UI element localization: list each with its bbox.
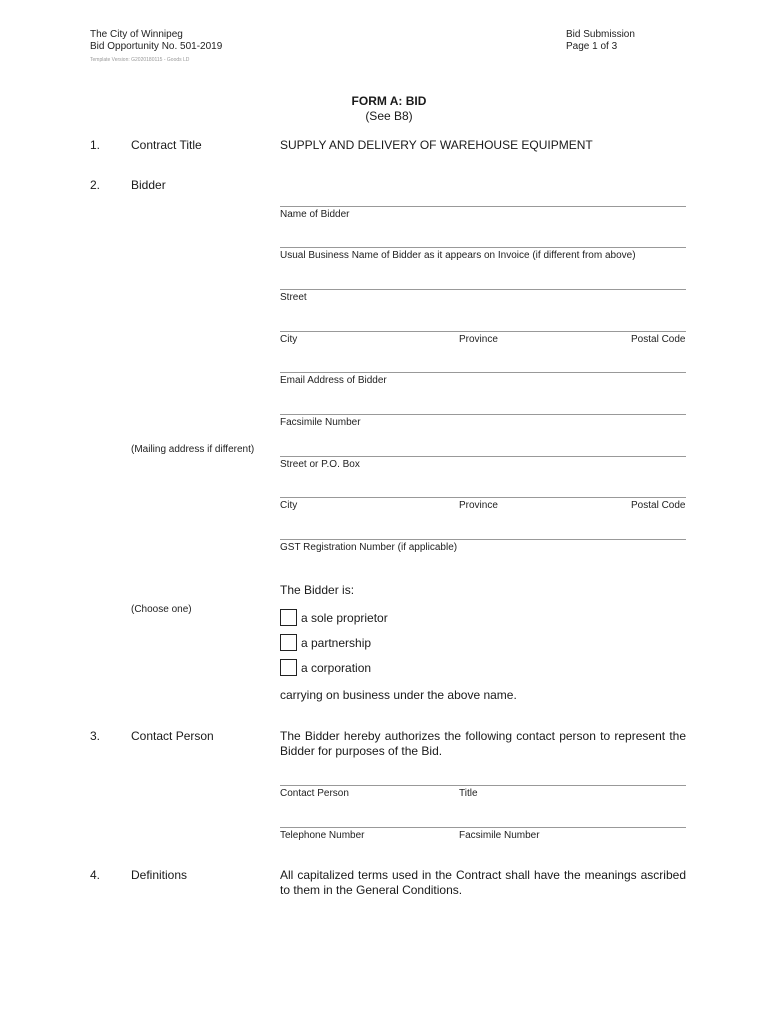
city-province-postal-line[interactable] (280, 331, 686, 332)
section-3-label: Contact Person (131, 729, 214, 743)
street-line[interactable] (280, 289, 686, 290)
bidder-is-label: The Bidder is: (280, 583, 355, 597)
postal-code-label: Postal Code (631, 334, 686, 345)
usual-business-name-label: Usual Business Name of Bidder as it appears on Invoice (if different from above) (280, 250, 636, 261)
mailing-city-line[interactable] (280, 497, 686, 498)
name-of-bidder-line[interactable] (280, 206, 686, 207)
po-box-label: Street or P.O. Box (280, 459, 360, 470)
facsimile-line[interactable] (280, 414, 686, 415)
po-box-line[interactable] (280, 456, 686, 457)
definitions-text: All capitalized terms used in the Contract shall have the meanings ascribed to them in the General Conditions. (280, 868, 686, 897)
gst-label: GST Registration Number (if applicable) (280, 542, 458, 553)
header-page-number: Page 1 of 3 (566, 41, 618, 52)
email-label: Email Address of Bidder (280, 375, 387, 386)
mailing-city-label: City (280, 500, 298, 511)
contact-person-field-label: Contact Person (280, 788, 349, 799)
province-label: Province (459, 334, 498, 345)
email-line[interactable] (280, 372, 686, 373)
corporation-label: a corporation (301, 661, 372, 675)
header-submission: Bid Submission (566, 29, 635, 40)
contract-title-value: SUPPLY AND DELIVERY OF WAREHOUSE EQUIPMENT (280, 138, 593, 152)
partnership-checkbox[interactable] (280, 634, 297, 651)
section-4-number: 4. (90, 868, 101, 882)
header-template-version: Template Version: G2020180115 - Goods LD (90, 57, 190, 63)
street-label: Street (280, 292, 307, 303)
telephone-label: Telephone Number (280, 830, 365, 841)
contact-person-line[interactable] (280, 785, 686, 786)
section-4-label: Definitions (131, 868, 188, 882)
facsimile-label: Facsimile Number (280, 417, 361, 428)
mailing-postal-code-label: Postal Code (631, 500, 686, 511)
corporation-checkbox[interactable] (280, 659, 297, 676)
header-org: The City of Winnipeg (90, 29, 183, 40)
sole-proprietor-label: a sole proprietor (301, 611, 388, 625)
mailing-province-label: Province (459, 500, 498, 511)
form-subtitle: (See B8) (365, 109, 413, 123)
section-1-label: Contract Title (131, 138, 202, 152)
contact-title-label: Title (459, 788, 478, 799)
mailing-address-note: (Mailing address if different) (131, 444, 255, 455)
choose-one-note: (Choose one) (131, 604, 192, 615)
section-3-number: 3. (90, 729, 101, 743)
city-label: City (280, 334, 298, 345)
usual-business-name-line[interactable] (280, 247, 686, 248)
contact-person-text: The Bidder hereby authorizes the following contact person to represent the Bidder for purposes of the Bid. (280, 729, 686, 758)
section-2-label: Bidder (131, 178, 166, 192)
section-1-number: 1. (90, 138, 101, 152)
gst-line[interactable] (280, 539, 686, 540)
header-bid-number: Bid Opportunity No. 501-2019 (90, 41, 223, 52)
carrying-on-business-text: carrying on business under the above name. (280, 688, 517, 702)
name-of-bidder-label: Name of Bidder (280, 209, 350, 220)
partnership-label: a partnership (301, 636, 372, 650)
telephone-line[interactable] (280, 827, 686, 828)
form-title: FORM A: BID (351, 94, 427, 108)
contact-facsimile-label: Facsimile Number (459, 830, 540, 841)
section-2-number: 2. (90, 178, 101, 192)
sole-proprietor-checkbox[interactable] (280, 609, 297, 626)
